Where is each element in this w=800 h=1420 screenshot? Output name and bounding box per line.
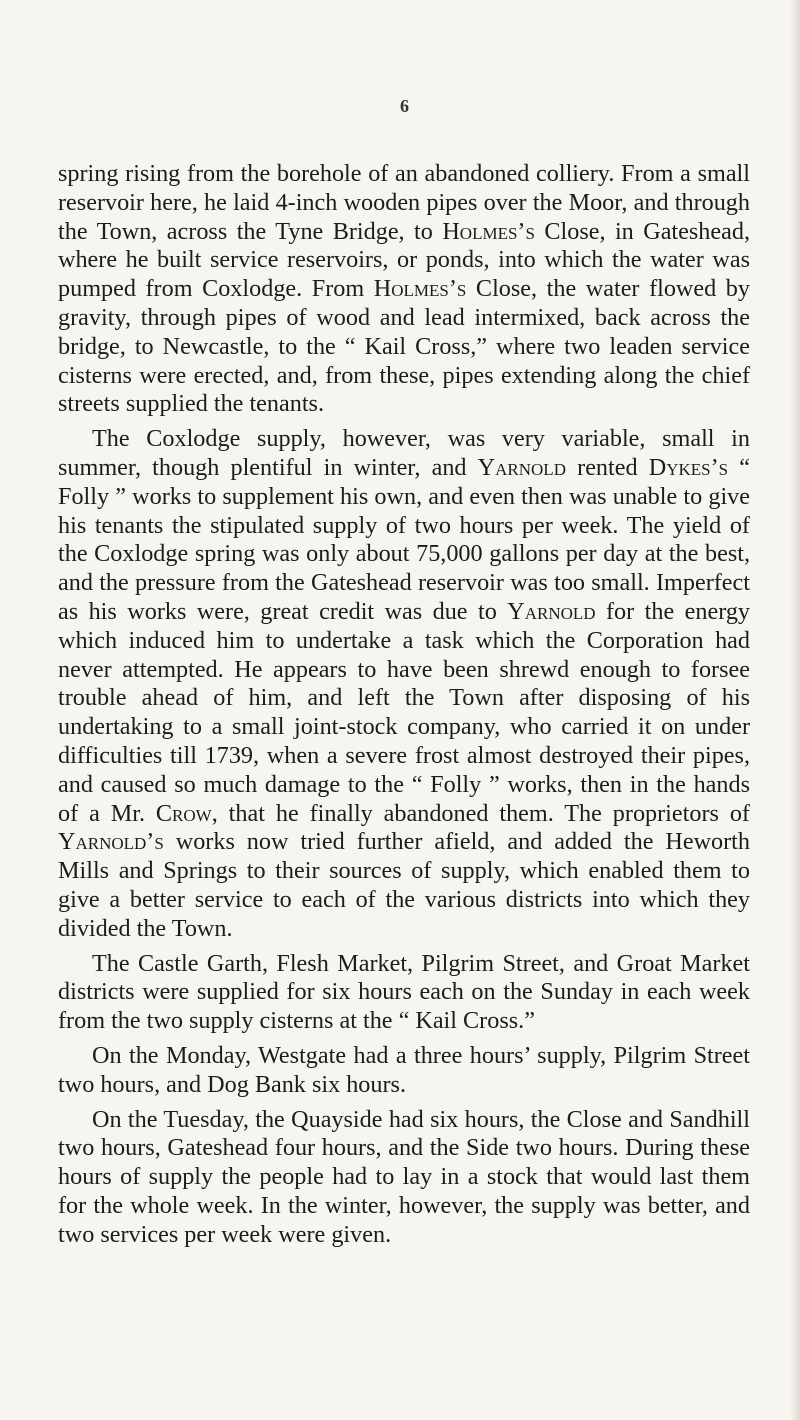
paragraph-1 — [58, 160, 750, 419]
text-run: works now tried further afield, and added the Heworth Mills and Springs to their sources of supply, which enabled them to give a better service to each of the various districts into which they divided the Town. — [58, 828, 750, 942]
page-number: 6 — [400, 96, 409, 116]
name-yarnold: Yarnold’s — [58, 828, 164, 856]
name-yarnold: Yarnold — [477, 453, 566, 481]
text-run: Close, in Gateshead, where he built service reservoirs, or ponds, into which the water was pumped from Coxlodge. From — [58, 217, 751, 303]
paragraph-4 — [58, 1042, 750, 1100]
text-run: for the energy which induced him to undertake a task which the Corporation had never attempted. He appears to have been shrewd enough to forsee trouble ahead of him, and left the Town after disposing of his undertaking to a small joint-stock company, who carried it on under difficulties till 1739, when a severe frost almost destroyed their pipes, and caused so much damage to the “ Folly ” works, then in the hands of a Mr. — [58, 597, 751, 827]
name-yarnold: Yarnold — [507, 597, 596, 625]
text-run: On the Monday, Westgate had a three hours’ supply, Pilgrim Street two hours, and Dog Bank six hours. — [58, 1041, 750, 1098]
text-run: “ Folly ” works to supplement his own, and even then was unable to give his tenants the stipulated supply of two hours per week. The yield of the Coxlodge spring was only about 75,000 gallons per day at the best, and the pressure from the Gateshead reservoir was too small. Imperfect as his works were, great credit was due to — [58, 453, 750, 625]
paragraph-5 — [58, 1106, 750, 1250]
paragraph-2 — [58, 425, 750, 943]
text-run: spring rising from the borehole of an abandoned colliery. From a small reservoir here, he laid 4-inch wooden pipes over the Moor, and through the Town, across the Tyne Bridge, to — [58, 160, 750, 245]
body-text — [58, 160, 750, 1255]
text-run: , that he finally abandoned them. The proprietors of — [211, 799, 750, 827]
page-edge-shadow — [790, 0, 800, 1420]
text-run: The Coxlodge supply, however, was very variable, small in summer, though plentiful in winter, and — [58, 425, 750, 481]
text-run: The Castle Garth, Flesh Market, Pilgrim Street, and Groat Market districts were supplied for six hours each on the Sunday in each week from the two supply cisterns at the “ Kail Cross.” — [58, 949, 750, 1035]
name-crow: Crow — [155, 799, 212, 827]
name-dykes: Dykes’s — [648, 453, 729, 481]
paragraph-3 — [58, 950, 750, 1036]
name-holmes: Holmes’s — [442, 217, 535, 245]
text-run: rented — [565, 453, 649, 481]
text-run: Close, the water flowed by gravity, through pipes of wood and lead intermixed, back across the bridge, to Newcastle, to the “ Kail Cross,” where two leaden service cisterns were erected, and, from these, pipes extending along the chief streets supplied the tenants. — [58, 275, 750, 418]
text-run: On the Tuesday, the Quayside had six hours, the Close and Sandhill two hours, Gateshead four hours, and the Side two hours. During these hours of supply the people had to lay in a stock that would last them for the whole week. In the winter, however, the supply was better, and two services per week were given. — [58, 1105, 750, 1248]
name-holmes: Holmes’s — [373, 275, 467, 303]
